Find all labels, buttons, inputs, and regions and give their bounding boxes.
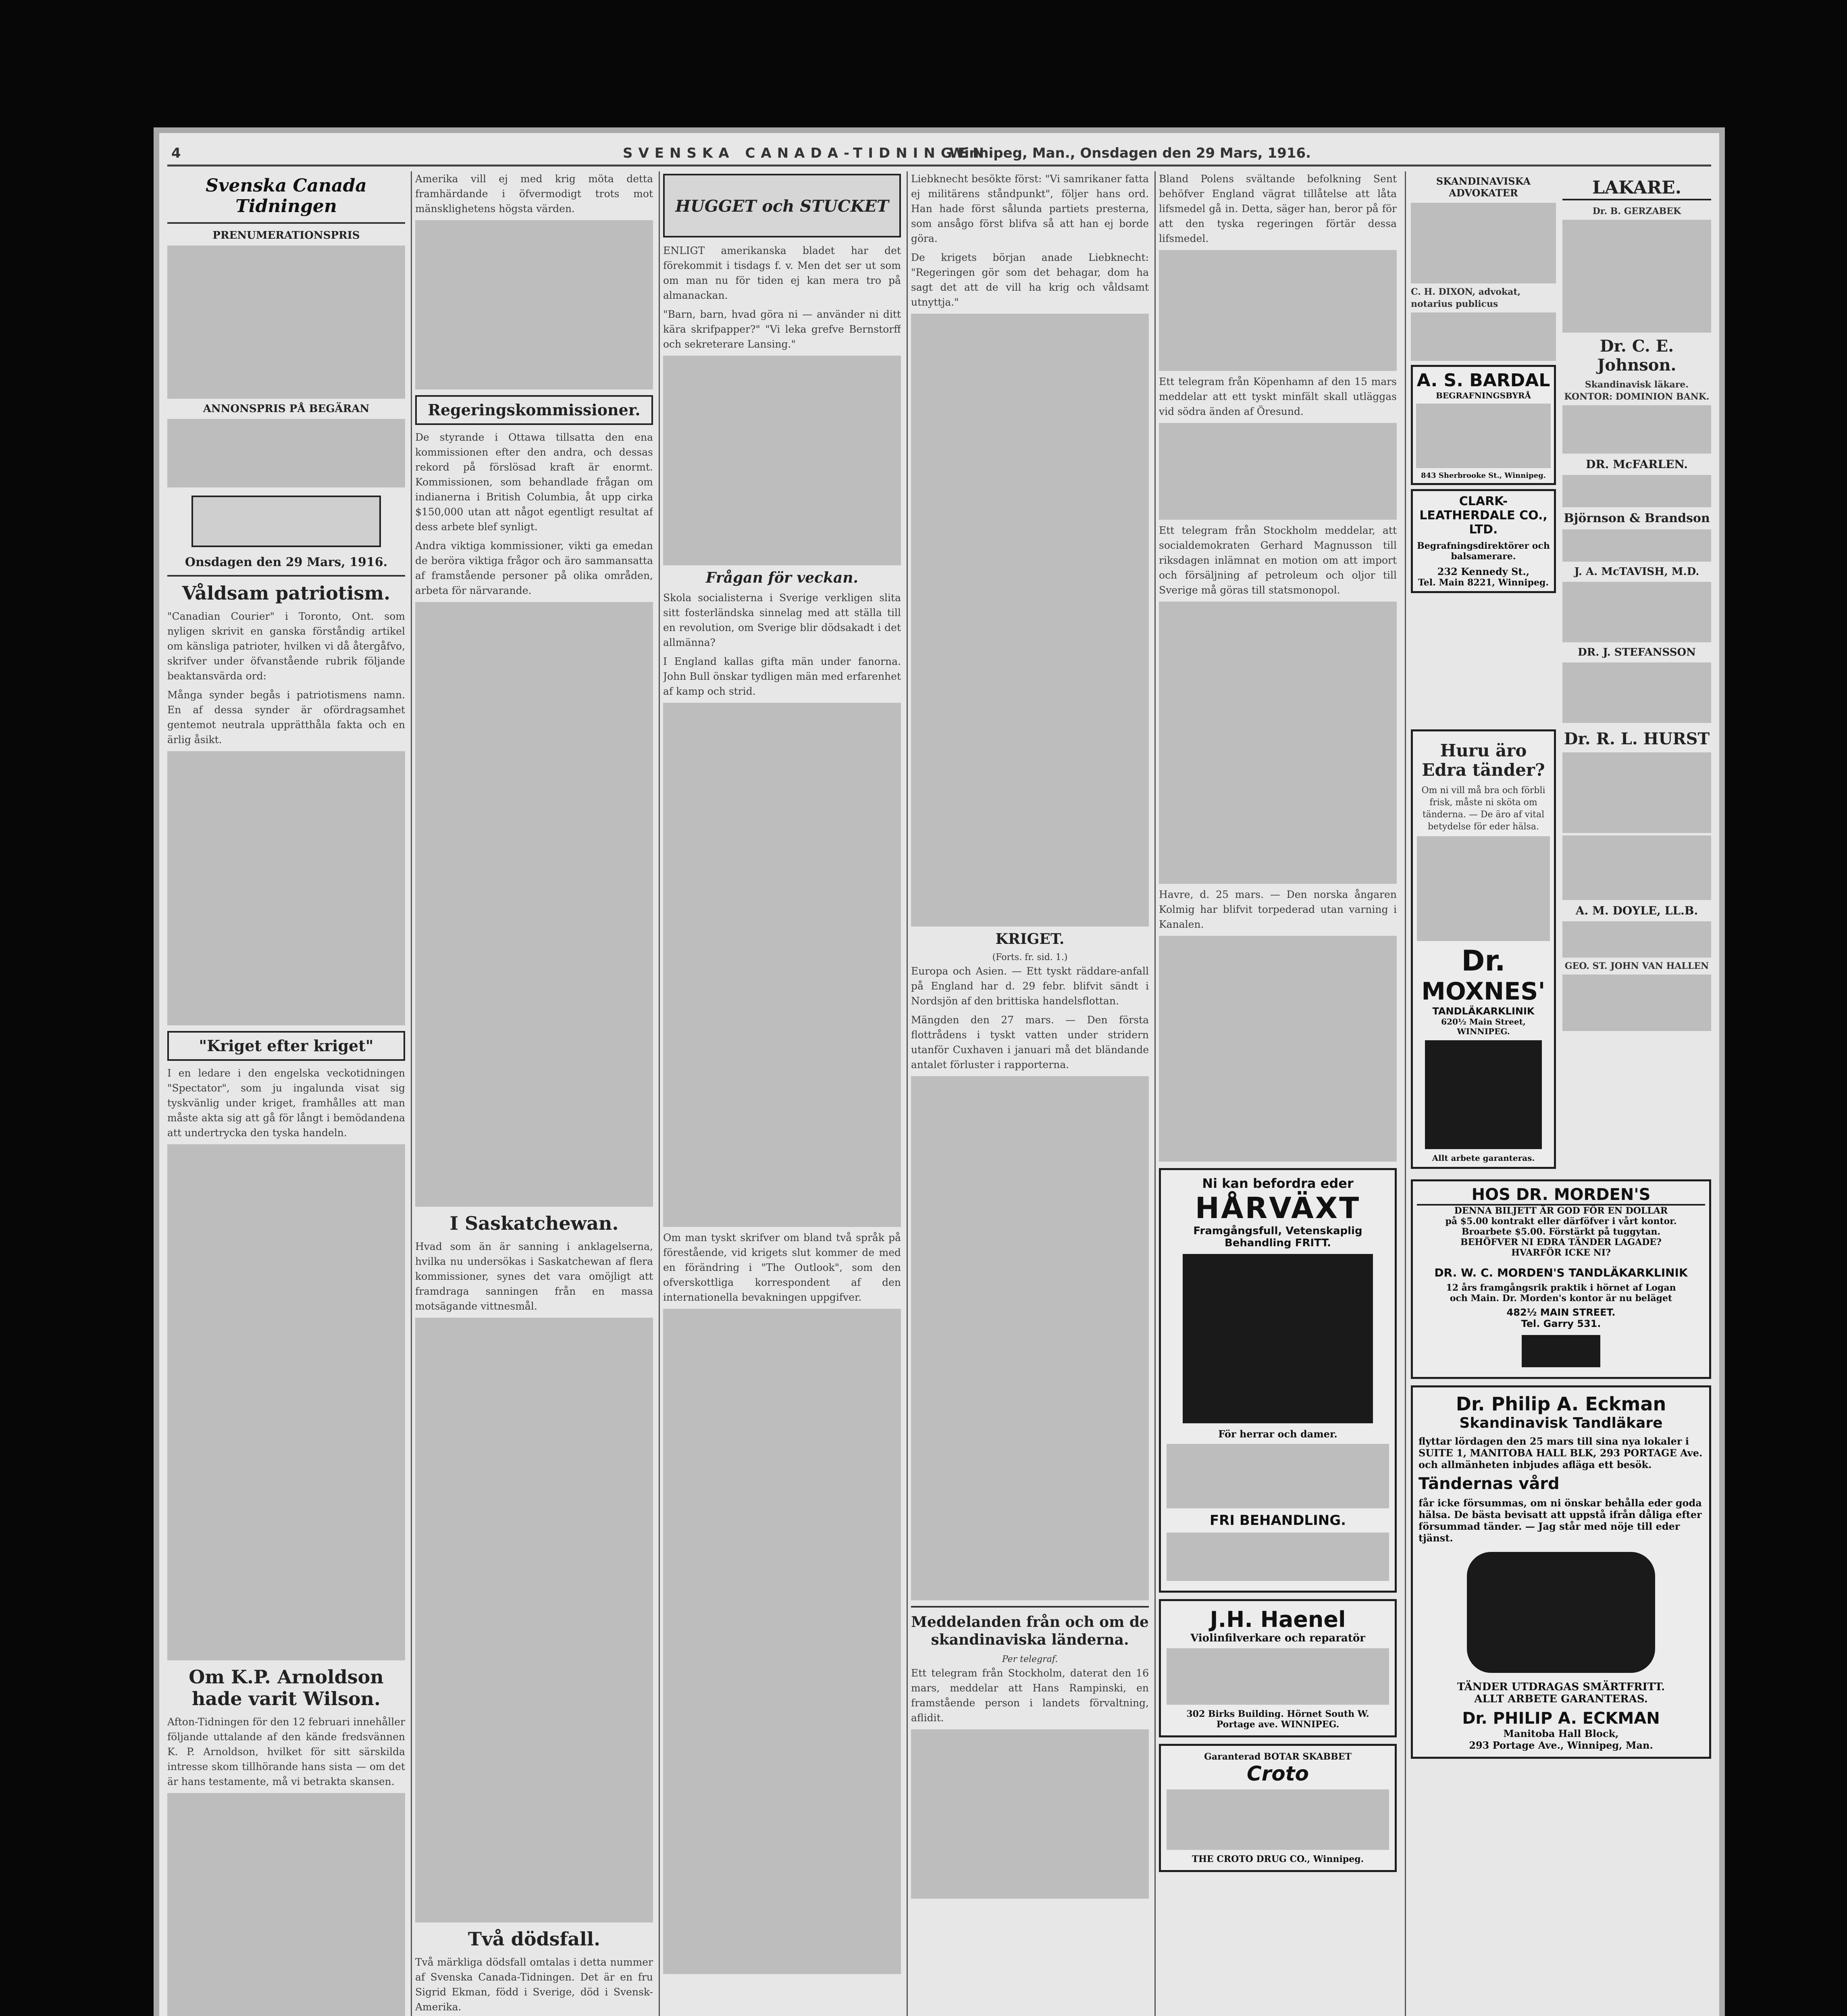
headline-regering: Regeringskommissioner. xyxy=(415,395,653,425)
bardal-addr: 843 Sherbrooke St., Winnipeg. xyxy=(1421,471,1546,480)
eckman-name2: Dr. PHILIP A. ECKMAN xyxy=(1462,1709,1660,1728)
article-text-block xyxy=(415,602,653,1207)
subscription-rates-block xyxy=(167,246,405,399)
bardal-sub: BEGRAFNINGSBYRÅ xyxy=(1436,391,1531,400)
ad-text-block xyxy=(1562,975,1711,1031)
eckman-foot2: ALLT ARBETE GARANTERAS. xyxy=(1474,1693,1648,1705)
eckman-text: flyttar lördagen den 25 mars till sina nya lokaler i SUITE 1, MANITOBA HALL BLK, 293 PORTAGE Ave. och allmänheten inbjudes afläga ett besök. xyxy=(1419,1435,1703,1470)
morden-line2: på $5.00 kontrakt eller därföfver i vårt kontor. xyxy=(1445,1216,1677,1227)
article-text-block xyxy=(663,703,901,1227)
divider xyxy=(167,575,405,577)
ad-text-block xyxy=(1167,1444,1389,1508)
column-2 xyxy=(415,171,653,2016)
article-text-block xyxy=(1159,423,1397,520)
ad-text-block xyxy=(1562,529,1711,562)
feature-title: HUGGET och STUCKET xyxy=(675,197,889,216)
column-6-ads xyxy=(1411,171,1711,2016)
masthead-title: Svenska Canada Tidningen xyxy=(206,175,367,217)
paragraph: Många synder begås i patriotismens namn. En af dessa synder är ofördragsamhet gentemot neutrala upprätthåla fakta och en ärlig åsikt. xyxy=(167,689,405,746)
mcfarlen-name: DR. McFARLEN. xyxy=(1586,458,1688,471)
ad-text-block xyxy=(1167,1533,1389,1581)
paragraph: Amerika vill ej med krig möta detta framhärdande i öfvermodigt trots mot mänsklighetens högsta värden. xyxy=(415,173,653,215)
page-number: 4 xyxy=(171,145,181,161)
harvaxt-caption: För herrar och damer. xyxy=(1218,1428,1337,1440)
paragraph: De krigets början anade Liebknecht: "Regeringen gör som det behagar, dom ha sagt det att de vill ha krig och våldsamt utnyttja." xyxy=(911,252,1149,308)
dentures-illustration xyxy=(1467,1552,1655,1673)
ad-text-block xyxy=(1562,662,1711,723)
telegraph-note: Per telegraf. xyxy=(1002,1654,1058,1664)
bjornson-name: Björnson & Brandson xyxy=(1564,511,1710,525)
ad-text-block xyxy=(1562,752,1711,833)
paragraph: ENLIGT amerikanska bladet har det förekommit i tisdags f. v. Men det ser ut som om man nu för tiden ej kan mera tro på almanackan. xyxy=(663,245,901,301)
paragraph: Europa och Asien. — Ett tyskt räddare-anfall på England har d. 29 febr. blifvit sändt i Nordsjön af den brittiska handelsflottan. xyxy=(911,965,1149,1007)
ad-text-block xyxy=(1562,405,1711,454)
morden-clinic-text: 12 års framgångsrik praktik i hörnet af Logan och Main. Dr. Morden's kontor är nu beläget xyxy=(1446,1283,1676,1304)
article-text-block xyxy=(663,356,901,565)
continued-note: (Forts. fr. sid. 1.) xyxy=(992,952,1068,962)
header-rule xyxy=(167,165,1711,167)
clark-name: CLARK-LEATHERDALE CO., LTD. xyxy=(1419,494,1547,537)
haenel-desc: Violinfilverkare och reparatör xyxy=(1190,1632,1365,1644)
paragraph: Liebknecht besökte först: "Vi samrikaner fatta ej militärens ståndpunkt", följer hans ord. Han hade först sålunda partiets presterna, som ansågo först blifva så att han ej borde göra. xyxy=(911,173,1149,244)
eckman-addr: Manitoba Hall Block, xyxy=(1503,1728,1619,1739)
newspaper-page xyxy=(159,133,1719,2016)
paragraph: Skola socialisterna i Sverige verkligen slita sitt fosterländska sinnelag med att ställa till en revolution, om Sverige blir dödsakadt i det allmänna? xyxy=(663,592,901,648)
dixon-ad: C. H. DIXON, advokat, notarius publicus xyxy=(1411,287,1521,309)
headline-dodsfall: Två dödsfall. xyxy=(468,1928,601,1950)
ads-rates-block xyxy=(167,419,405,487)
paragraph: Mängden den 27 mars. — Den första flottrådens i tyskt vatten under stridern utanför Cuxhaven i januari må det bländande antalet förluster i rapporterna. xyxy=(911,1014,1149,1070)
headline-valdsam: Våldsam patriotism. xyxy=(182,582,391,604)
teeth-illustration xyxy=(1522,1335,1600,1367)
ad-text-block xyxy=(1167,1648,1389,1705)
eckman-name: Dr. Philip A. Eckman xyxy=(1456,1393,1666,1415)
harvaxt-pre: Ni kan befordra eder xyxy=(1202,1176,1354,1191)
ad-text-block xyxy=(1562,220,1711,333)
gerzabek-name: Dr. B. GERZABEK xyxy=(1592,206,1681,217)
paragraph: I England kallas gifta män under fanorna. John Bull önskar tydligen män med erfarenhet af kamp och strid. xyxy=(663,656,901,697)
paragraph: Hvad som än är sanning i anklagelserna, hvilka nu undersökas i Saskatchewan af flera kommissioner, synes det vara omöjligt att framdraga sanningen från en massa motsägande vittnesmål. xyxy=(415,1241,653,1312)
issue-date: Onsdagen den 29 Mars, 1916. xyxy=(185,555,388,569)
morden-clinic: DR. W. C. MORDEN'S TANDLÄKARKLINIK xyxy=(1434,1266,1688,1279)
ad-text-block xyxy=(1562,582,1711,642)
paragraph: De styrande i Ottawa tillsatta den ena kommissionen efter den andra, och dessas rekord på förslösad kraft är enormt. Kommissionen, som behandlade frågan om indianerna i British Columbia, åt upp cirka $150,000 utan att något egentligt resultat af dess arbete blef synligt. xyxy=(415,431,653,533)
paragraph: Andra viktiga kommissioner, vikti ga emedan de beröra viktiga frågor och äro sammansatta af framstående personer på olika områden, arbeta för närvarande. xyxy=(415,540,653,596)
harvaxt-free: FRI BEHANDLING. xyxy=(1209,1512,1346,1529)
eckman-ad xyxy=(1411,1385,1711,1759)
headline-scandinavia: Meddelanden från och om de skandinaviska länderna. xyxy=(911,1614,1149,1648)
article-text-block xyxy=(911,1076,1149,1600)
doctors-heading: LAKARE. xyxy=(1562,177,1711,200)
divider xyxy=(167,222,405,224)
morden-address: 482½ MAIN STREET. xyxy=(1506,1307,1616,1318)
column-3 xyxy=(663,171,901,2016)
morden-line4: BEHÖFVER NI EDRA TÄNDER LAGADE? xyxy=(1460,1237,1662,1248)
article-text-block xyxy=(1159,602,1397,884)
morden-line1: DENNA BILJETT ÄR GOD FÖR EN DOLLAR xyxy=(1454,1206,1668,1216)
eckman-sub: Skandinavisk Tandläkare xyxy=(1459,1415,1663,1431)
article-text-block xyxy=(663,1309,901,1974)
doyle-name: A. M. DOYLE, LL.B. xyxy=(1575,904,1698,917)
morden-title: HOS DR. MORDEN'S xyxy=(1417,1185,1705,1206)
paragraph: Om man tyskt skrifver om bland två språk på förestående, vid krigets slut kommer de med en förändring i "The Outlook", som den ofverskottliga korrespondent af den internationella bevakningen uppgifver. xyxy=(663,1232,901,1303)
vanhallen-name: GEO. ST. JOHN VAN HALLEN xyxy=(1564,961,1709,971)
eckman-foot1: TÄNDER UTDRAGAS SMÄRTFRITT. xyxy=(1457,1681,1665,1693)
harvaxt-title: HÅRVÄXT xyxy=(1195,1191,1361,1225)
moxnes-name: MOXNES' xyxy=(1421,977,1545,1006)
bardal-name: A. S. BARDAL xyxy=(1416,370,1550,391)
johnson-sub: Skandinavisk läkare. xyxy=(1585,379,1689,390)
morden-ad xyxy=(1411,1179,1711,1379)
clark-tel: Tel. Main 8221, Winnipeg. xyxy=(1418,577,1549,588)
article-text-block xyxy=(167,1144,405,1660)
clark-addr: 232 Kennedy St., xyxy=(1437,566,1530,577)
mctavish-name: J. A. McTAVISH, M.D. xyxy=(1574,566,1699,578)
paragraph: I en ledare i den engelska veckotidningen "Spectator", som ju ingalunda visat sig tyskvänlig under kriget, framhålles att man måste akta sig att gå för långt i bemödandena att undertrycka den tyska handeln. xyxy=(167,1067,405,1139)
paragraph: Havre, d. 25 mars. — Den norska ångaren Kolmig har blifvit torpederad utan varning i Kanalen. xyxy=(1159,889,1397,930)
article-text-block xyxy=(911,314,1149,927)
subscription-heading: PRENUMERATIONSPRIS xyxy=(212,229,360,242)
headline-kriget: "Kriget efter kriget" xyxy=(167,1031,405,1061)
moxnes-sub: TANDLÄKARKLINIK xyxy=(1432,1006,1535,1017)
hurst-name: Dr. R. L. HURST xyxy=(1564,729,1710,748)
harvaxt-ad xyxy=(1159,1168,1397,1593)
moxnes-addr: 620½ Main Street, WINNIPEG. xyxy=(1441,1017,1526,1036)
stefansson-name: DR. J. STEFANSSON xyxy=(1578,646,1696,658)
eckman-addr2: 293 Portage Ave., Winnipeg, Man. xyxy=(1469,1739,1653,1751)
ad-text-block xyxy=(1562,475,1711,507)
dateline: Winnipeg, Man., Onsdagen den 29 Mars, 1916. xyxy=(949,145,1311,161)
article-text-block xyxy=(415,1318,653,1922)
lawyers-heading: SKANDINAVISKA ADVOKATER xyxy=(1436,175,1531,199)
croto-name: Croto xyxy=(1247,1762,1309,1785)
headline-kriget-cont: KRIGET. xyxy=(995,931,1065,948)
paper-title: SVENSKA CANADA-TIDNINGEN xyxy=(623,145,990,161)
moxnes-pre: Dr. xyxy=(1461,944,1506,977)
huru-text: Om ni vill må bra och förbli frisk, måste ni sköta om tänderna. — De äro af vital betydelse för eder hälsa. xyxy=(1421,785,1545,832)
morden-line5: HVARFÖR ICKE NI? xyxy=(1511,1248,1611,1258)
paragraph: Två märkliga dödsfall omtalas i detta nummer af Svenska Canada-Tidningen. Det är en fru Sigrid Ekman, född i Sverige, död i Svensk-Amerika. xyxy=(415,1956,653,2013)
column-rule xyxy=(411,171,412,2016)
morden-line3: Broarbete $5.00. Förstärkt på tuggytan. xyxy=(1461,1227,1661,1237)
haenel-ad xyxy=(1159,1599,1397,1737)
ad-text-block xyxy=(1562,835,1711,900)
paragraph: Ett telegram från Stockholm, daterat den 16 mars, meddelar att Hans Rampinski, en framstående person i landets förvaltning, aflidit. xyxy=(911,1667,1149,1724)
croto-company: THE CROTO DRUG CO., Winnipeg. xyxy=(1192,1854,1364,1864)
article-text-block xyxy=(415,220,653,389)
ad-text-block xyxy=(1167,1789,1389,1850)
column-rule xyxy=(907,171,908,2016)
running-head xyxy=(159,141,1719,165)
column-4 xyxy=(911,171,1149,2016)
paragraph: Ett telegram från Köpenhamn af den 15 mars meddelar att ett tyskt minfält skall utläggas vid södra änden af Öresund. xyxy=(1159,376,1397,417)
feature-banner xyxy=(663,174,901,237)
article-text-block xyxy=(167,751,405,1025)
morden-tel: Tel. Garry 531. xyxy=(1521,1318,1601,1329)
ad-text-block xyxy=(1416,404,1551,468)
headline-saskatchewan: I Saskatchewan. xyxy=(449,1212,619,1234)
moxnes-portrait-photo xyxy=(1425,1040,1542,1149)
headline-fragan: Frågan för veckan. xyxy=(705,569,859,586)
column-rule xyxy=(659,171,660,2016)
moxnes-caption: Allt arbete garanteras. xyxy=(1432,1153,1535,1163)
ad-text-block xyxy=(1411,312,1556,361)
eckman-text2: får icke försummas, om ni önskar behålla eder goda hälsa. De bästa bevisatt att uppstå ifrån dåliga efter försummad tänder. — Jag står med nöje till eder tjänst. xyxy=(1419,1497,1702,1544)
eckman-heading2: Tändernas vård xyxy=(1419,1475,1560,1493)
column-1 xyxy=(167,171,405,2016)
huru-title: Huru äro Edra tänder? xyxy=(1422,741,1545,780)
paragraph: Afton-Tidningen för den 12 februari innehåller följande uttalande af den kände fredsvännen K. P. Arnoldson, hvilket för sitt särskilda intresse skom tillhörande hans sista — om det är hans testamente, må vi betrakta skansen. xyxy=(167,1716,405,1787)
paragraph: Ett telegram från Stockholm meddelar, att socialdemokraten Gerhard Magnusson till riksdagen inlämnat en motion om att import och försäljning af petroleum och oljor till Sverige må göras till statsmonopol. xyxy=(1159,525,1397,596)
haenel-addr: 302 Birks Building. Hörnet South W. Portage ave. WINNIPEG. xyxy=(1186,1709,1369,1730)
column-rule xyxy=(1154,171,1156,2016)
paragraph: "Canadian Courier" i Toronto, Ont. som nyligen skrivit en ganska förståndig artikel om känsliga patrioter, hvilken vi då återgåfvo, skrifver under öfvanstående rubrik följande beaktansvärda ord: xyxy=(167,610,405,682)
divider xyxy=(911,1606,1149,1608)
article-text-block xyxy=(1159,250,1397,371)
bardal-ad xyxy=(1411,365,1556,485)
clark-sub: Begrafningsdirektörer och balsamerare. xyxy=(1417,541,1550,562)
huru-ad xyxy=(1411,729,1556,1169)
ad-text-block xyxy=(1411,203,1556,283)
ad-text-block xyxy=(1417,836,1550,941)
column-5 xyxy=(1159,171,1397,2016)
paragraph: Bland Polens svältande befolkning Sent behöfver England vägrat tillåtelse att låta lifsmedel gå in. Detta, säger han, beror på för att den tyska regeringen förtär dessa lifsmedel. xyxy=(1159,173,1397,244)
paragraph: "Barn, barn, hvad göra ni — använder ni ditt kära skrifpapper?" "Vi leka grefve Bernstorff och sekreterare Lansing." xyxy=(663,308,901,350)
woman-portrait-illustration xyxy=(1183,1254,1373,1423)
haenel-name: J.H. Haenel xyxy=(1210,1607,1346,1632)
article-text-block xyxy=(167,1793,405,2016)
article-text-block xyxy=(911,1729,1149,1899)
column-rule xyxy=(1405,171,1406,2016)
ads-heading: ANNONSPRIS PÅ BEGÄRAN xyxy=(203,403,370,415)
article-text-block xyxy=(1159,936,1397,1162)
croto-pre: Garanterad BOTAR SKABBET xyxy=(1204,1752,1352,1762)
ad-text-block xyxy=(1562,921,1711,958)
harvaxt-sub: Framgångsfull, Vetenskaplig Behandling FRITT. xyxy=(1193,1225,1362,1249)
clark-leatherdale-ad xyxy=(1411,489,1556,593)
johnson-office: KONTOR: DOMINION BANK. xyxy=(1564,392,1710,402)
johnson-name: Dr. C. E. Johnson. xyxy=(1597,337,1676,375)
croto-ad xyxy=(1159,1744,1397,1872)
headline-arnoldson: Om K.P. Arnoldson hade varit Wilson. xyxy=(189,1666,384,1710)
press-association-seal xyxy=(191,496,381,547)
